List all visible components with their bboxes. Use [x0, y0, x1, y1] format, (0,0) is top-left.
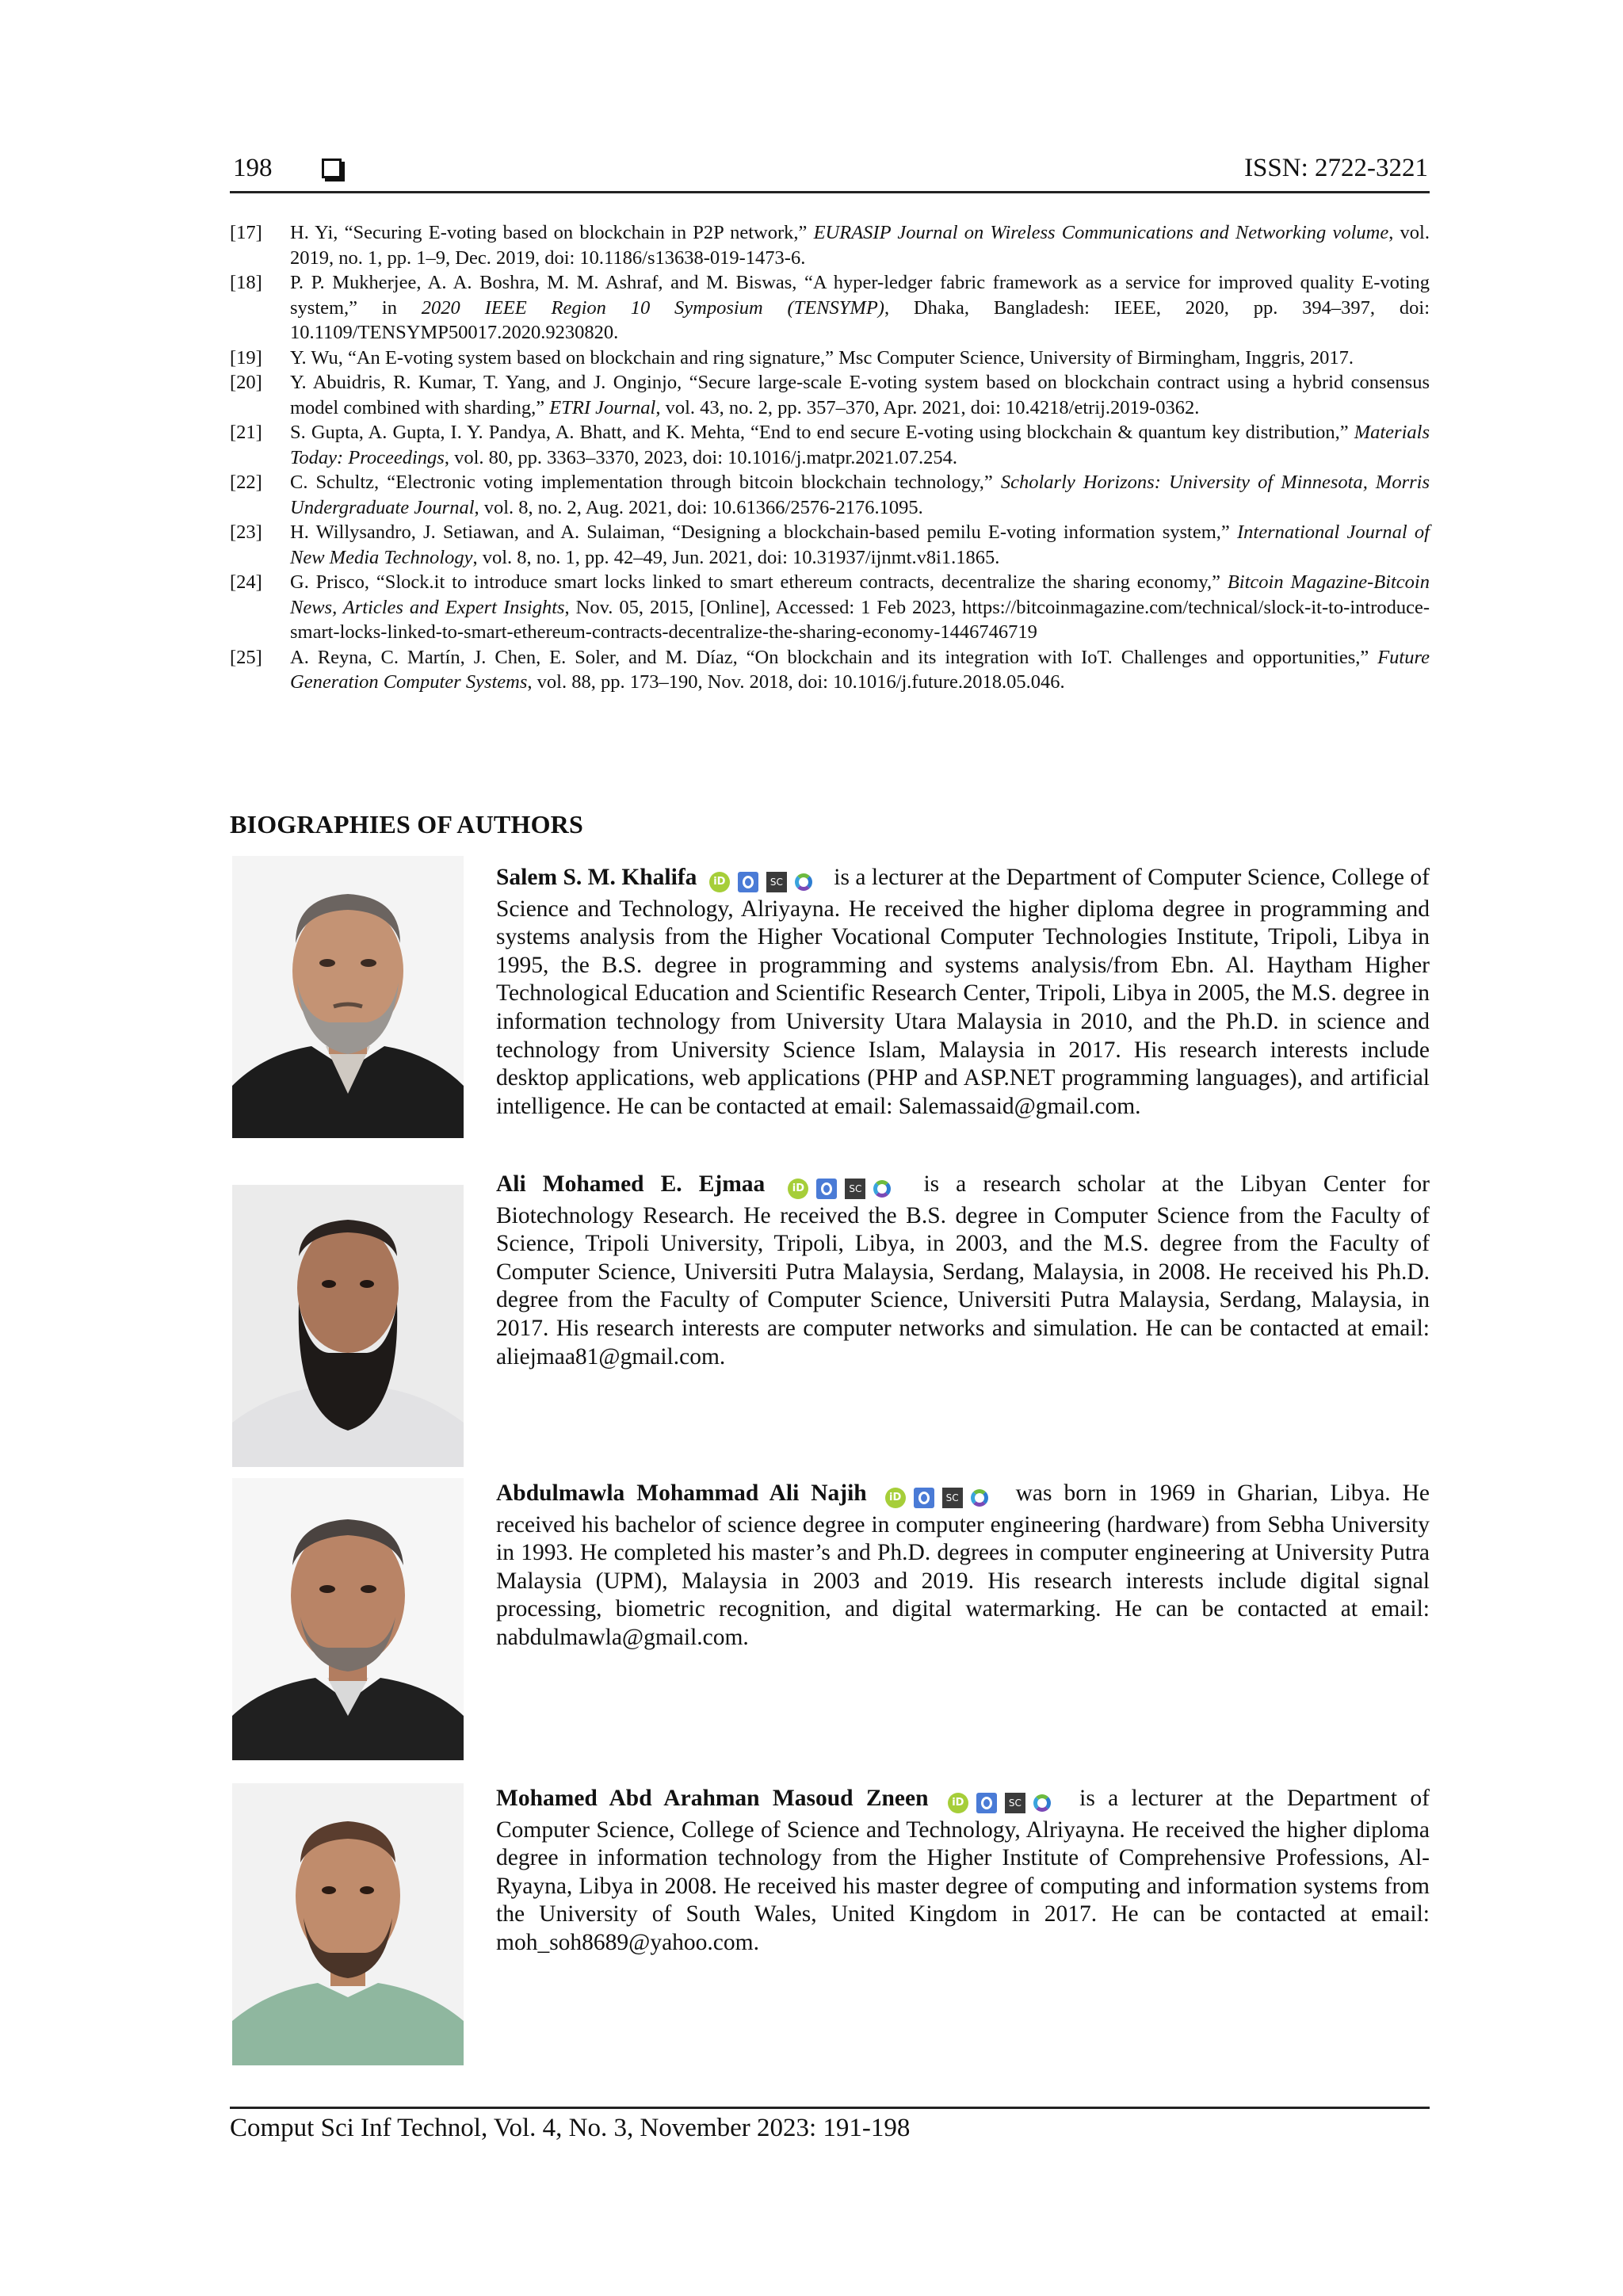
- author-profile-links: [885, 1483, 996, 1511]
- reference-number: [17]: [230, 222, 262, 243]
- publons-icon[interactable]: [873, 1180, 891, 1198]
- author-bio-text: [496, 864, 1430, 1121]
- reference-item: [230, 470, 1430, 520]
- author-profile-links: [788, 1174, 899, 1202]
- publons-icon[interactable]: [795, 873, 812, 891]
- reference-item: [230, 520, 1430, 570]
- author-photo: [232, 1783, 464, 2065]
- reference-text: S. Gupta, A. Gupta, I. Y. Pandya, A. Bhatt, and K. Mehta, “End to end secure E-voting using blockchain & quantum key distribution,” Materials Today: Proceedings, vol. 80, pp. 3363–3370, 2023, doi: 10.1016/j.matpr.2021.07.254.: [290, 422, 1430, 468]
- reference-number: [21]: [230, 422, 262, 443]
- publons-icon[interactable]: [971, 1489, 988, 1507]
- orcid-icon[interactable]: iD: [709, 872, 730, 892]
- google-scholar-icon[interactable]: [976, 1793, 997, 1813]
- reference-item: [230, 645, 1430, 695]
- author-photo: [232, 1478, 464, 1760]
- author-bio-text: [496, 1785, 1430, 1958]
- scopus-icon[interactable]: SC: [766, 872, 787, 892]
- author-profile-links: [709, 867, 820, 896]
- reference-number: [20]: [230, 372, 262, 393]
- page-number: 198: [233, 154, 273, 182]
- reference-text: H. Willysandro, J. Setiawan, and A. Sulaiman, “Designing a blockchain-based pemilu E-voting information system,” International Journal of New Media Technology, vol. 8, no. 1, pp. 42–49, Jun. 2021, doi: 10.31937/ijnmt.v8i1.1865.: [290, 521, 1430, 568]
- reference-item: [230, 270, 1430, 346]
- issn: ISSN: 2722-3221: [1244, 154, 1428, 182]
- google-scholar-icon[interactable]: [738, 872, 758, 892]
- author-bio-text: [496, 1171, 1430, 1371]
- orcid-icon[interactable]: iD: [885, 1488, 906, 1508]
- reference-number: [18]: [230, 272, 262, 293]
- google-scholar-icon[interactable]: [914, 1488, 934, 1508]
- biographies-heading: BIOGRAPHIES OF AUTHORS: [230, 810, 583, 839]
- orcid-icon[interactable]: iD: [948, 1793, 968, 1813]
- page-header: [230, 152, 1430, 193]
- reference-item: [230, 570, 1430, 645]
- reference-text: G. Prisco, “Slock.it to introduce smart locks linked to smart ethereum contracts, decentralize the sharing economy,” Bitcoin Magazine-Bitcoin News, Articles and Expert Insights, Nov. 05, 2015, [Online], Accessed: 1 Feb 2023, https://bitcoinmagazine.com/technical/slock-it-to-introduce-smart-locks-linked-to-smart-ethereum-contracts-decentralize-the-sharing-economy-1446746719: [290, 571, 1430, 643]
- author-description: was born in 1969 in Gharian, Libya. He received his bachelor of science degree in computer engineering (hardware) from Sebha University in 1993. He completed his master’s and Ph.D. degrees in computer engineering at University Putra Malaysia (UPM), Malaysia in 2003 and 2019. His research interests include digital signal processing, biometric recognition, and digital watermarking. He can be contacted at email: nabdulmawla@gmail.com.: [496, 1480, 1430, 1650]
- square-bullet-icon: [322, 159, 342, 178]
- reference-number: [22]: [230, 472, 262, 493]
- author-name: Abdulmawla Mohammad Ali Najih: [496, 1480, 867, 1506]
- reference-item: [230, 220, 1430, 270]
- reference-text: Y. Wu, “An E-voting system based on blockchain and ring signature,” Msc Computer Science, University of Birmingham, Inggris, 2017.: [290, 346, 1354, 369]
- reference-list: [230, 220, 1430, 695]
- reference-text: P. P. Mukherjee, A. A. Boshra, M. M. Ashraf, and M. Biswas, “A hyper-ledger fabric framework as a service for improved quality E-voting system,” in 2020 IEEE Region 10 Symposium (TENSYMP), Dhaka, Bangladesh: IEEE, 2020, pp. 394–397, doi: 10.1109/TENSYMP50017.2020.9230820.: [290, 272, 1430, 343]
- scopus-icon[interactable]: SC: [845, 1179, 865, 1199]
- author-name: Ali Mohamed E. Ejmaa: [496, 1171, 766, 1197]
- author-photo: [232, 1185, 464, 1467]
- author-bio-text: [496, 1480, 1430, 1652]
- reference-text: H. Yi, “Securing E-voting based on blockchain in P2P network,” EURASIP Journal on Wireless Communications and Networking volume, vol. 2019, no. 1, pp. 1–9, Dec. 2019, doi: 10.1186/s13638-019-1473-6.: [290, 222, 1430, 269]
- author-description: is a lecturer at the Department of Computer Science, College of Science and Technology, Alriyayna. He received the higher diploma degree in information technology from the Higher Institute of Comprehensive Professions, Al-Ryayna, Libya in 2008. He received his master degree of computing and information systems from the University of South Wales, United Kingdom in 2017. He can be contacted at email: moh_soh8689@yahoo.com.: [496, 1786, 1430, 1955]
- reference-text: C. Schultz, “Electronic voting implementation through bitcoin blockchain technology,” Scholarly Horizons: University of Minnesota, Morris Undergraduate Journal, vol. 8, no. 2, Aug. 2021, doi: 10.61366/2576-2176.1095.: [290, 472, 1430, 518]
- author-name: Salem S. M. Khalifa: [496, 865, 697, 890]
- author-photo: [232, 856, 464, 1138]
- reference-number: [24]: [230, 571, 262, 593]
- publons-icon[interactable]: [1033, 1794, 1051, 1812]
- author-description: is a lecturer at the Department of Computer Science, College of Science and Technology, Alriyayna. He received the higher diploma degree in programming and systems analysis from the Higher Vocational Computer Technologies Institute, Tripoli, Libya in 1995, the B.S. degree in programming and systems analysis/from Ebn. Al. Haytham Higher Technological Education and Scientific Research Center, Tripoli, Libya in 2005, the M.S. degree in information technology from University Utara Malaysia in 2010, and the Ph.D. in science and technology from University Science Islam, Malaysia in 2017. His research interests include desktop applications, web applications (PHP and ASP.NET programming languages), and artificial intelligence. He can be contacted at email: Salemassaid@gmail.com.: [496, 865, 1430, 1119]
- author-profile-links: [948, 1788, 1059, 1817]
- reference-number: [23]: [230, 521, 262, 543]
- reference-number: [19]: [230, 346, 262, 369]
- reference-number: [25]: [230, 646, 262, 668]
- journal-citation: Comput Sci Inf Technol, Vol. 4, No. 3, November 2023: 191-198: [230, 2114, 911, 2142]
- reference-item: [230, 370, 1430, 420]
- author-description: is a research scholar at the Libyan Center for Biotechnology Research. He received the B.S. degree in Computer Science from the Faculty of Science, Tripoli University, Tripoli, Libya, in 2003, and the M.S. degree from the Faculty of Computer Science, Universiti Putra Malaysia, Serdang, Malaysia, in 2008. He received his Ph.D. degree from the Faculty of Computer Science, Universiti Putra Malaysia, Serdang, Malaysia, in 2017. His research interests are computer networks and simulation. He can be contacted at email: aliejmaa81@gmail.com.: [496, 1171, 1430, 1370]
- scopus-icon[interactable]: SC: [942, 1488, 963, 1508]
- reference-item: [230, 346, 1430, 371]
- scopus-icon[interactable]: SC: [1005, 1793, 1025, 1813]
- reference-text: A. Reyna, C. Martín, J. Chen, E. Soler, and M. Díaz, “On blockchain and its integration with IoT. Challenges and opportunities,” Future Generation Computer Systems, vol. 88, pp. 173–190, Nov. 2018, doi: 10.1016/j.future.2018.05.046.: [290, 646, 1430, 693]
- reference-item: [230, 420, 1430, 470]
- orcid-icon[interactable]: iD: [788, 1179, 808, 1199]
- reference-text: Y. Abuidris, R. Kumar, T. Yang, and J. Onginjo, “Secure large-scale E-voting system based on blockchain contract using a hybrid consensus model combined with sharding,” ETRI Journal, vol. 43, no. 2, pp. 357–370, Apr. 2021, doi: 10.4218/etrij.2019-0362.: [290, 372, 1430, 418]
- google-scholar-icon[interactable]: [816, 1179, 837, 1199]
- author-name: Mohamed Abd Arahman Masoud Zneen: [496, 1786, 929, 1811]
- page-footer: [230, 2107, 1430, 2143]
